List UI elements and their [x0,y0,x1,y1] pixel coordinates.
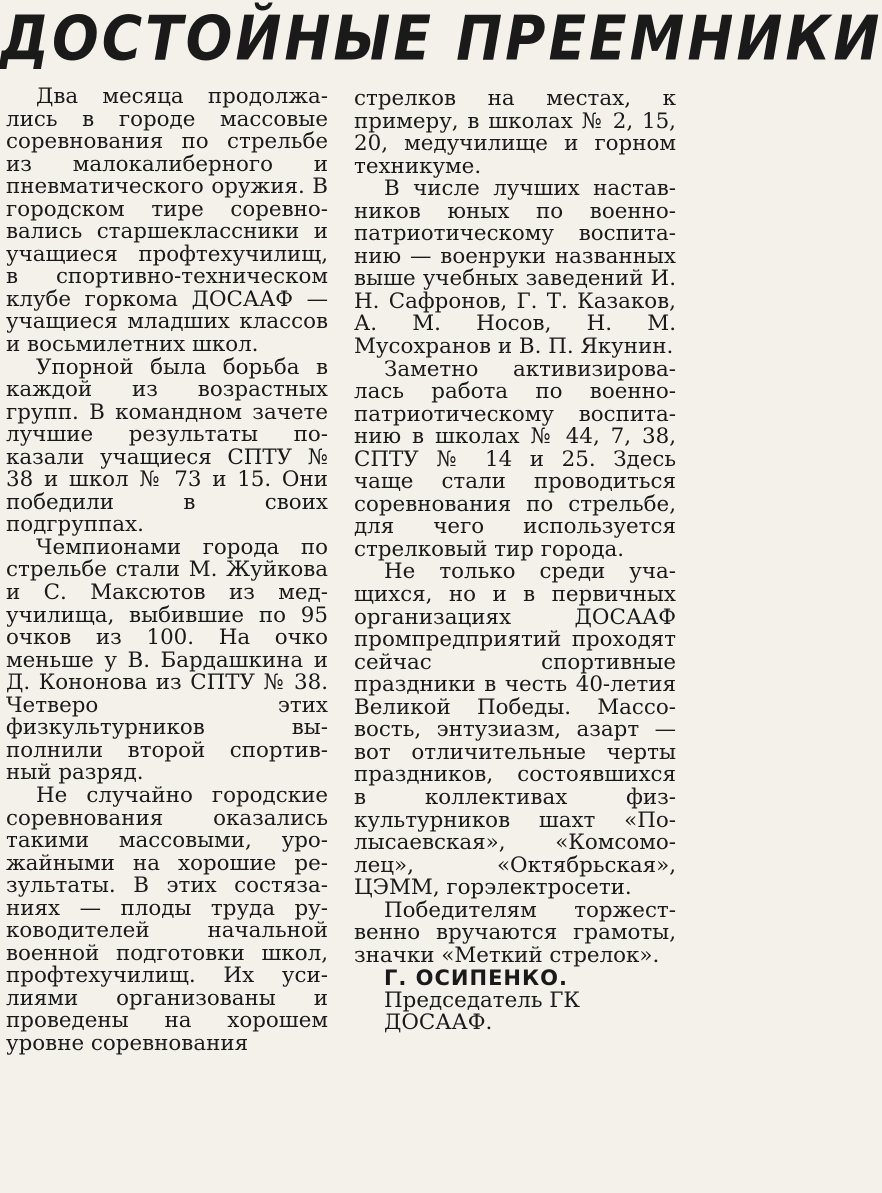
paragraph: Чемпионами города по стрельбе стали М. Жуйкова и С. Максютов из медучилища, выбившие по 95 очков из 100. На очко меньше у В. Бардашкина и Д. Кононова из СПТУ № 38. Четверо этих физкультурников выполнили второй спортивный разряд. [6,534,328,786]
headline: ДОСТОЙНЫЕ ПРЕЕМНИКИ [0,2,882,74]
article-column-right [354,88,676,1035]
paragraph: В числе лучших наставников юных по военно-патриотическому воспитанию — военруки названных выше учебных заведений И. Н. Сафронов, Г. Т. Казаков, А. М. Носов, Н. М. Мусохранов и В. П. Якунин. [354,176,676,360]
paragraph: Не случайно городские соревнования оказались такими массовыми, урожайными на хорошие результаты. В этих состязаниях — плоды труда руководителей начальной военной подготовки школ, профтехучилищ. Их усилиями организованы и проведены на хорошем уровне соревнования [6,782,328,1056]
article-column-left [6,86,328,1056]
paragraph: Два месяца продолжались в городе массовые соревнования по стрельбе из малокалиберного и пневматического оружия. В городском тире соревновались старшеклассники и учащиеся профтехучилищ, в спортивно-техническом клубе горкома ДОСААФ — учащиеся младших классов и восьмилетних школ. [6,84,328,358]
paragraph: Не только среди учащихся, но и в первичных организациях ДОСААФ промпредприятий проходят сейчас спортивные праздники в честь 40-летия Великой Победы. Массовость, энтузиазм, азарт — вот отличительные черты праздников, состоявшихся в коллективах физкультурников шахт «Полысаевская», «Комсомолец», «Октябрьская», ЦЭММ, горэлектросети. [354,559,676,901]
paragraph: Упорной была борьба в каждой из возрастных групп. В командном зачете лучшие результаты показали учащиеся СПТУ № 38 и школ № 73 и 15. Они победили в своих подгруппах. [6,354,328,538]
author-title-line1: Председатель ГК [384,987,580,1013]
paragraph: Заметно активизировалась работа по военно-патриотическому воспитанию в школах № 44, 7, 38, СПТУ № 14 и 25. Здесь чаще стали проводиться соревнования по стрельбе, для чего используется стрелковый тир города. [354,356,676,562]
paragraph-continued: стрелков на местах, к примеру, в школах № 2, 15, 20, медучилище и горном техникуме. [354,86,676,179]
paragraph: Победителям торжественно вручаются грамоты, значки «Меткий стрелок». [354,897,676,968]
author-signature: Г. ОСИПЕНКО. [384,966,568,991]
author-title-line2: ДОСААФ. [384,1010,493,1036]
